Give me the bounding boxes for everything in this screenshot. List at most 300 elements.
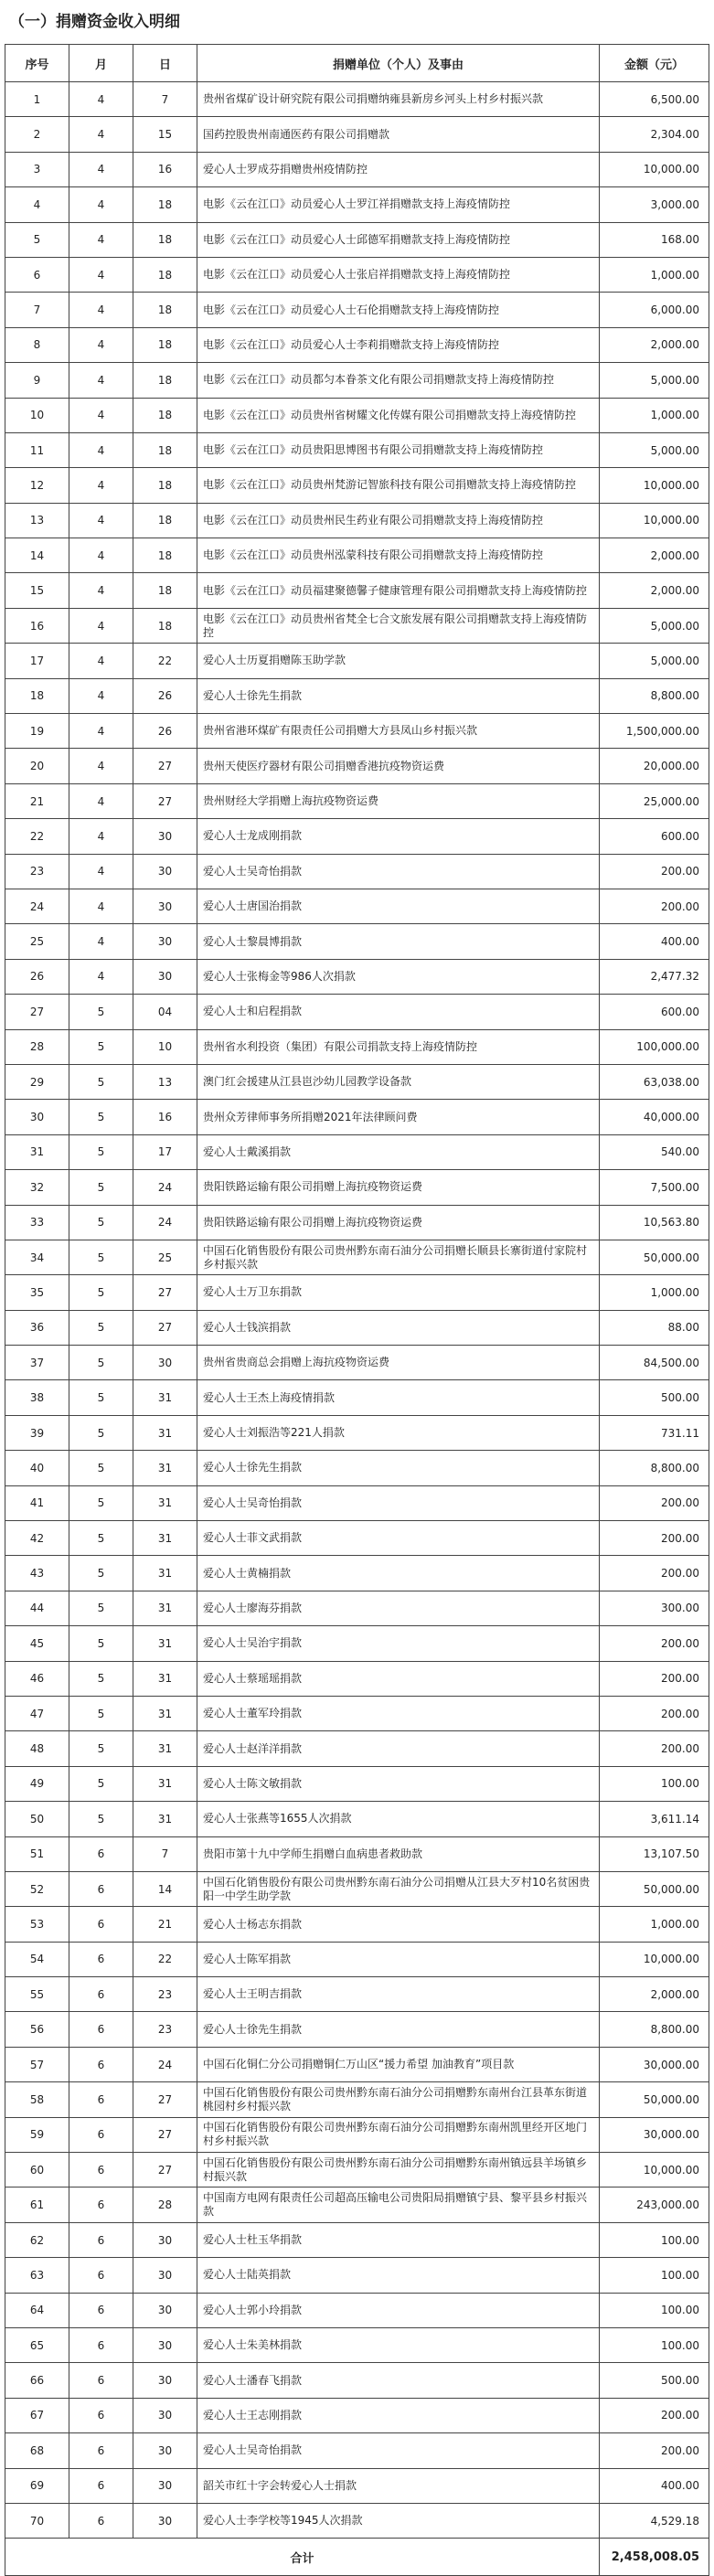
row-index: 23 — [5, 854, 69, 889]
row-index: 41 — [5, 1485, 69, 1520]
row-day: 18 — [133, 538, 197, 573]
row-amount: 8,800.00 — [600, 2012, 709, 2047]
row-month: 6 — [69, 2187, 133, 2222]
row-donor: 爱心人士张梅金等986人次捐款 — [197, 959, 600, 994]
row-month: 5 — [69, 1310, 133, 1345]
row-amount: 500.00 — [600, 2363, 709, 2398]
row-amount: 8,800.00 — [600, 1451, 709, 1485]
row-month: 6 — [69, 2398, 133, 2432]
table-row — [5, 2398, 709, 2432]
row-month: 5 — [69, 1766, 133, 1801]
row-index: 26 — [5, 959, 69, 994]
table-row — [5, 1766, 709, 1801]
row-donor: 爱心人士王杰上海疫情捐款 — [197, 1380, 600, 1415]
row-amount: 50,000.00 — [600, 1871, 709, 1906]
row-month: 4 — [69, 608, 133, 643]
row-donor: 爱心人士徐先生捐款 — [197, 678, 600, 713]
row-amount: 600.00 — [600, 995, 709, 1029]
table-row — [5, 117, 709, 152]
row-donor: 爱心人士万卫东捐款 — [197, 1275, 600, 1310]
row-donor: 中国石化销售股份有限公司贵州黔东南石油分公司捐赠黔东南州镇远县羊场镇乡村振兴款 — [197, 2153, 600, 2187]
row-amount: 1,500,000.00 — [600, 714, 709, 749]
row-index: 13 — [5, 503, 69, 538]
row-month: 4 — [69, 293, 133, 327]
row-month: 4 — [69, 854, 133, 889]
row-index: 40 — [5, 1451, 69, 1485]
row-index: 20 — [5, 749, 69, 783]
table-row — [5, 1134, 709, 1169]
row-month: 5 — [69, 995, 133, 1029]
row-day: 18 — [133, 398, 197, 432]
table-row — [5, 2153, 709, 2187]
table-row — [5, 819, 709, 854]
row-day: 31 — [133, 1521, 197, 1556]
row-day: 24 — [133, 1205, 197, 1240]
row-donor: 爱心人士菲文武捐款 — [197, 1521, 600, 1556]
row-donor: 爱心人士唐国治捐款 — [197, 889, 600, 923]
row-amount: 168.00 — [600, 222, 709, 257]
row-day: 27 — [133, 1310, 197, 1345]
row-donor: 电影《云在江口》动员爱心人士邱德军捐赠款支持上海疫情防控 — [197, 222, 600, 257]
row-donor: 爱心人士和启程捐款 — [197, 995, 600, 1029]
row-index: 27 — [5, 995, 69, 1029]
row-day: 18 — [133, 573, 197, 608]
row-donor: 爱心人士郭小玲捐款 — [197, 2293, 600, 2327]
table-row — [5, 503, 709, 538]
row-donor: 中国南方电网有限责任公司超高压输电公司贵阳局捐赠镇宁县、黎平县乡村振兴款 — [197, 2187, 600, 2222]
row-index: 60 — [5, 2153, 69, 2187]
table-row — [5, 995, 709, 1029]
row-day: 30 — [133, 2363, 197, 2398]
row-index: 59 — [5, 2117, 69, 2152]
table-body — [5, 82, 709, 2539]
row-month: 5 — [69, 1134, 133, 1169]
row-month: 4 — [69, 819, 133, 854]
row-index: 67 — [5, 2398, 69, 2432]
row-index: 65 — [5, 2328, 69, 2363]
row-month: 6 — [69, 2293, 133, 2327]
row-index: 46 — [5, 1661, 69, 1696]
row-index: 1 — [5, 82, 69, 117]
row-month: 4 — [69, 363, 133, 398]
row-amount: 2,000.00 — [600, 538, 709, 573]
row-amount: 63,038.00 — [600, 1064, 709, 1099]
table-row — [5, 293, 709, 327]
row-donor: 爱心人士刘振浩等221人捐款 — [197, 1415, 600, 1450]
row-donor: 爱心人士陈军捐款 — [197, 1942, 600, 1976]
row-donor: 中国石化销售股份有限公司贵州黔东南石油分公司捐赠从江县大歹村10名贫困贵阳一中学生助学款 — [197, 1871, 600, 1906]
table-row — [5, 2293, 709, 2327]
row-index: 52 — [5, 1871, 69, 1906]
row-month: 5 — [69, 1626, 133, 1661]
row-index: 57 — [5, 2047, 69, 2081]
row-donor: 电影《云在江口》动员贵州省梵全七合文旅发展有限公司捐赠款支持上海疫情防控 — [197, 608, 600, 643]
row-index: 45 — [5, 1626, 69, 1661]
row-month: 6 — [69, 2363, 133, 2398]
row-amount: 2,000.00 — [600, 327, 709, 362]
header-donor: 捐赠单位（个人）及事由 — [197, 45, 600, 82]
row-day: 30 — [133, 2293, 197, 2327]
row-amount: 8,800.00 — [600, 678, 709, 713]
row-amount: 200.00 — [600, 1661, 709, 1696]
row-month: 5 — [69, 1205, 133, 1240]
row-day: 17 — [133, 1134, 197, 1169]
row-donor: 爱心人士王明吉捐款 — [197, 1977, 600, 2012]
row-day: 7 — [133, 82, 197, 117]
table-row — [5, 1521, 709, 1556]
row-index: 39 — [5, 1415, 69, 1450]
row-amount: 5,000.00 — [600, 363, 709, 398]
row-amount: 600.00 — [600, 819, 709, 854]
table-row — [5, 573, 709, 608]
row-amount: 10,000.00 — [600, 152, 709, 186]
row-day: 30 — [133, 2398, 197, 2432]
table-row — [5, 2433, 709, 2468]
row-month: 6 — [69, 2082, 133, 2117]
header-day: 日 — [133, 45, 197, 82]
table-row — [5, 608, 709, 643]
row-day: 30 — [133, 2503, 197, 2538]
row-day: 23 — [133, 1977, 197, 2012]
row-amount: 20,000.00 — [600, 749, 709, 783]
table-row — [5, 1942, 709, 1976]
table-row — [5, 1415, 709, 1450]
row-index: 30 — [5, 1100, 69, 1134]
row-month: 6 — [69, 1907, 133, 1942]
row-day: 13 — [133, 1064, 197, 1099]
row-donor: 爱心人士朱美林捐款 — [197, 2328, 600, 2363]
table-row — [5, 2222, 709, 2257]
table-row — [5, 714, 709, 749]
row-index: 28 — [5, 1029, 69, 1064]
row-donor: 爱心人士潘春飞捐款 — [197, 2363, 600, 2398]
table-row — [5, 222, 709, 257]
row-month: 4 — [69, 959, 133, 994]
row-day: 18 — [133, 187, 197, 222]
row-amount: 2,000.00 — [600, 573, 709, 608]
row-donor: 爱心人士杨志东捐款 — [197, 1907, 600, 1942]
row-day: 30 — [133, 924, 197, 959]
row-month: 4 — [69, 678, 133, 713]
table-row — [5, 257, 709, 292]
row-amount: 13,107.50 — [600, 1836, 709, 1871]
row-amount: 243,000.00 — [600, 2187, 709, 2222]
row-day: 18 — [133, 468, 197, 503]
row-day: 30 — [133, 819, 197, 854]
row-amount: 88.00 — [600, 1310, 709, 1345]
row-day: 31 — [133, 1766, 197, 1801]
row-day: 23 — [133, 2012, 197, 2047]
row-day: 14 — [133, 1871, 197, 1906]
row-donor: 爱心人士历夏捐赠陈玉助学款 — [197, 644, 600, 678]
row-month: 4 — [69, 889, 133, 923]
row-amount: 40,000.00 — [600, 1100, 709, 1134]
row-amount: 5,000.00 — [600, 432, 709, 467]
row-donor: 爱心人士吴治宇捐款 — [197, 1626, 600, 1661]
row-day: 27 — [133, 2117, 197, 2152]
row-donor: 贵州省港环煤矿有限责任公司捐赠大方县凤山乡村振兴款 — [197, 714, 600, 749]
row-index: 51 — [5, 1836, 69, 1871]
row-index: 7 — [5, 293, 69, 327]
row-day: 30 — [133, 889, 197, 923]
row-donor: 爱心人士戴溪捐款 — [197, 1134, 600, 1169]
row-amount: 6,000.00 — [600, 293, 709, 327]
row-donor: 爱心人士罗成芬捐赠贵州疫情防控 — [197, 152, 600, 186]
row-index: 70 — [5, 2503, 69, 2538]
row-day: 31 — [133, 1696, 197, 1730]
row-month: 6 — [69, 2012, 133, 2047]
row-month: 6 — [69, 2153, 133, 2187]
row-month: 4 — [69, 257, 133, 292]
row-amount: 50,000.00 — [600, 2082, 709, 2117]
row-index: 4 — [5, 187, 69, 222]
row-month: 5 — [69, 1415, 133, 1450]
row-index: 31 — [5, 1134, 69, 1169]
table-row — [5, 2468, 709, 2503]
table-row — [5, 1626, 709, 1661]
row-donor: 电影《云在江口》动员爱心人士李莉捐赠款支持上海疫情防控 — [197, 327, 600, 362]
row-donor: 中国石化销售股份有限公司贵州黔东南石油分公司捐赠黔东南州凯里经开区地门村乡村振兴款 — [197, 2117, 600, 2152]
row-day: 31 — [133, 1802, 197, 1836]
row-day: 31 — [133, 1415, 197, 1450]
row-month: 4 — [69, 327, 133, 362]
table-row — [5, 187, 709, 222]
row-amount: 84,500.00 — [600, 1346, 709, 1380]
row-day: 18 — [133, 327, 197, 362]
row-index: 12 — [5, 468, 69, 503]
row-month: 5 — [69, 1029, 133, 1064]
row-day: 7 — [133, 1836, 197, 1871]
row-day: 31 — [133, 1661, 197, 1696]
row-index: 35 — [5, 1275, 69, 1310]
row-donor: 爱心人士李学校等1945人次捐款 — [197, 2503, 600, 2538]
row-month: 5 — [69, 1661, 133, 1696]
row-donor: 爱心人士陈文敏捐款 — [197, 1766, 600, 1801]
row-index: 61 — [5, 2187, 69, 2222]
total-row — [5, 2539, 709, 2576]
table-row — [5, 1100, 709, 1134]
row-donor: 爱心人士王志刚捐款 — [197, 2398, 600, 2432]
row-day: 25 — [133, 1240, 197, 1274]
row-month: 6 — [69, 2503, 133, 2538]
row-month: 4 — [69, 503, 133, 538]
row-month: 5 — [69, 1275, 133, 1310]
row-amount: 400.00 — [600, 2468, 709, 2503]
row-day: 31 — [133, 1485, 197, 1520]
table-row — [5, 2187, 709, 2222]
row-donor: 爱心人士蔡瑶瑶捐款 — [197, 1661, 600, 1696]
row-day: 27 — [133, 1275, 197, 1310]
row-month: 6 — [69, 2328, 133, 2363]
row-month: 6 — [69, 2117, 133, 2152]
row-month: 4 — [69, 924, 133, 959]
row-month: 4 — [69, 187, 133, 222]
row-month: 4 — [69, 538, 133, 573]
row-day: 24 — [133, 2047, 197, 2081]
row-index: 33 — [5, 1205, 69, 1240]
row-amount: 731.11 — [600, 1415, 709, 1450]
row-day: 21 — [133, 1907, 197, 1942]
row-donor: 爱心人士龙成刚捐款 — [197, 819, 600, 854]
row-index: 38 — [5, 1380, 69, 1415]
row-amount: 30,000.00 — [600, 2117, 709, 2152]
row-index: 62 — [5, 2222, 69, 2257]
total-value: 2,458,008.05 — [600, 2539, 709, 2576]
table-row — [5, 1170, 709, 1205]
row-donor: 韶关市红十字会转爱心人士捐款 — [197, 2468, 600, 2503]
table-row — [5, 1836, 709, 1871]
row-index: 8 — [5, 327, 69, 362]
row-donor: 电影《云在江口》动员贵州民生药业有限公司捐赠款支持上海疫情防控 — [197, 503, 600, 538]
row-index: 29 — [5, 1064, 69, 1099]
table-row — [5, 749, 709, 783]
row-index: 21 — [5, 783, 69, 818]
table-row — [5, 644, 709, 678]
row-day: 31 — [133, 1451, 197, 1485]
row-month: 4 — [69, 714, 133, 749]
total-label: 合计 — [5, 2539, 600, 2576]
table-row — [5, 1977, 709, 2012]
row-month: 4 — [69, 152, 133, 186]
row-amount: 200.00 — [600, 854, 709, 889]
row-month: 4 — [69, 398, 133, 432]
row-donor: 贵州天使医疗器材有限公司捐赠香港抗疫物资运费 — [197, 749, 600, 783]
row-index: 42 — [5, 1521, 69, 1556]
row-index: 37 — [5, 1346, 69, 1380]
row-day: 27 — [133, 2082, 197, 2117]
row-day: 26 — [133, 678, 197, 713]
row-month: 4 — [69, 468, 133, 503]
row-index: 11 — [5, 432, 69, 467]
row-donor: 贵阳铁路运输有限公司捐赠上海抗疫物资运费 — [197, 1170, 600, 1205]
row-donor: 电影《云在江口》动员贵阳思博图书有限公司捐赠款支持上海疫情防控 — [197, 432, 600, 467]
row-amount: 10,000.00 — [600, 1942, 709, 1976]
row-day: 18 — [133, 608, 197, 643]
row-day: 27 — [133, 2153, 197, 2187]
table-row — [5, 2082, 709, 2117]
row-amount: 1,000.00 — [600, 1907, 709, 1942]
row-day: 15 — [133, 117, 197, 152]
row-month: 5 — [69, 1380, 133, 1415]
row-month: 5 — [69, 1696, 133, 1730]
row-index: 19 — [5, 714, 69, 749]
row-donor: 爱心人士黎晨博捐款 — [197, 924, 600, 959]
row-month: 5 — [69, 1170, 133, 1205]
row-amount: 100.00 — [600, 1766, 709, 1801]
row-day: 16 — [133, 152, 197, 186]
row-day: 30 — [133, 2222, 197, 2257]
table-row — [5, 1205, 709, 1240]
row-donor: 爱心人士董军玲捐款 — [197, 1696, 600, 1730]
row-amount: 5,000.00 — [600, 608, 709, 643]
row-amount: 3,611.14 — [600, 1802, 709, 1836]
row-month: 5 — [69, 1346, 133, 1380]
row-amount: 6,500.00 — [600, 82, 709, 117]
row-donor: 贵州省贵商总会捐赠上海抗疫物资运费 — [197, 1346, 600, 1380]
table-row — [5, 783, 709, 818]
row-month: 5 — [69, 1521, 133, 1556]
table-row — [5, 468, 709, 503]
row-index: 18 — [5, 678, 69, 713]
row-day: 04 — [133, 995, 197, 1029]
row-amount: 1,000.00 — [600, 257, 709, 292]
row-index: 32 — [5, 1170, 69, 1205]
row-day: 30 — [133, 2258, 197, 2293]
header-month: 月 — [69, 45, 133, 82]
row-day: 22 — [133, 644, 197, 678]
table-row — [5, 152, 709, 186]
table-row — [5, 959, 709, 994]
row-donor: 贵州省水利投资（集团）有限公司捐款支持上海疫情防控 — [197, 1029, 600, 1064]
row-index: 49 — [5, 1766, 69, 1801]
row-index: 53 — [5, 1907, 69, 1942]
row-index: 2 — [5, 117, 69, 152]
table-row — [5, 1275, 709, 1310]
header-amount: 金额（元） — [600, 45, 709, 82]
row-index: 68 — [5, 2433, 69, 2468]
row-amount: 200.00 — [600, 1556, 709, 1591]
row-amount: 2,304.00 — [600, 117, 709, 152]
row-index: 10 — [5, 398, 69, 432]
row-index: 64 — [5, 2293, 69, 2327]
row-amount: 100,000.00 — [600, 1029, 709, 1064]
row-index: 16 — [5, 608, 69, 643]
row-donor: 贵州众芳律师事务所捐赠2021年法律顾问费 — [197, 1100, 600, 1134]
row-donor: 爱心人士徐先生捐款 — [197, 1451, 600, 1485]
row-donor: 爱心人士吴奇怡捐款 — [197, 854, 600, 889]
table-row — [5, 2503, 709, 2538]
row-day: 18 — [133, 222, 197, 257]
row-index: 58 — [5, 2082, 69, 2117]
row-month: 5 — [69, 1451, 133, 1485]
row-month: 5 — [69, 1064, 133, 1099]
row-donor: 中国石化销售股份有限公司贵州黔东南石油分公司捐赠黔东南州台江县革东街道桃园村乡村振兴款 — [197, 2082, 600, 2117]
row-index: 36 — [5, 1310, 69, 1345]
table-row — [5, 1380, 709, 1415]
table-row — [5, 538, 709, 573]
row-day: 26 — [133, 714, 197, 749]
row-amount: 200.00 — [600, 1485, 709, 1520]
table-row — [5, 854, 709, 889]
row-month: 6 — [69, 2468, 133, 2503]
row-index: 24 — [5, 889, 69, 923]
row-donor: 电影《云在江口》动员爱心人士石伦捐赠款支持上海疫情防控 — [197, 293, 600, 327]
row-amount: 25,000.00 — [600, 783, 709, 818]
row-donor: 贵阳铁路运输有限公司捐赠上海抗疫物资运费 — [197, 1205, 600, 1240]
table-row — [5, 363, 709, 398]
row-index: 25 — [5, 924, 69, 959]
row-month: 4 — [69, 82, 133, 117]
row-amount: 50,000.00 — [600, 1240, 709, 1274]
row-month: 6 — [69, 1942, 133, 1976]
row-day: 18 — [133, 363, 197, 398]
row-donor: 电影《云在江口》动员都匀本眷茶文化有限公司捐赠款支持上海疫情防控 — [197, 363, 600, 398]
row-index: 56 — [5, 2012, 69, 2047]
row-donor: 国药控股贵州南通医药有限公司捐赠款 — [197, 117, 600, 152]
row-index: 3 — [5, 152, 69, 186]
row-donor: 爱心人士杜玉华捐款 — [197, 2222, 600, 2257]
row-amount: 2,000.00 — [600, 1977, 709, 2012]
row-donor: 中国石化铜仁分公司捐赠铜仁万山区“援力希望 加油教育”项目款 — [197, 2047, 600, 2081]
row-amount: 540.00 — [600, 1134, 709, 1169]
row-day: 31 — [133, 1380, 197, 1415]
row-day: 28 — [133, 2187, 197, 2222]
row-donor: 爱心人士吴奇怡捐款 — [197, 1485, 600, 1520]
row-day: 18 — [133, 432, 197, 467]
table-row — [5, 924, 709, 959]
row-month: 5 — [69, 1556, 133, 1591]
row-amount: 100.00 — [600, 2258, 709, 2293]
